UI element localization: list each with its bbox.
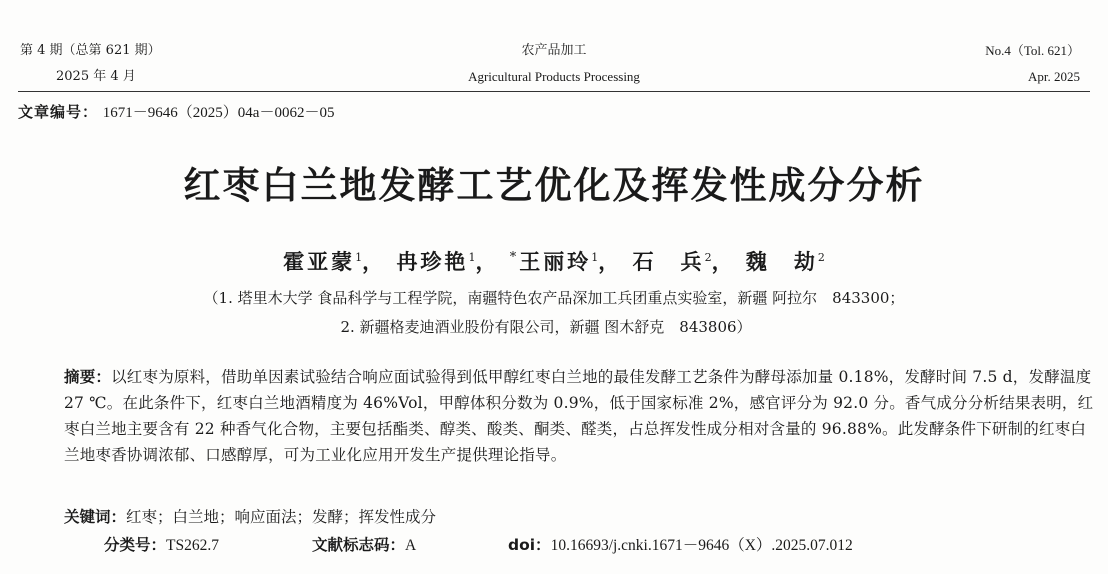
affiliation-line: 2. 新疆格麦迪酒业股份有限公司，新疆 图木舒克 843806） <box>340 318 752 336</box>
classification-value: TS262.7 <box>166 537 219 554</box>
author-name: 石 兵 <box>632 249 705 274</box>
journal-issue-info-en <box>985 38 1080 90</box>
author-name: 王丽玲 <box>519 249 592 274</box>
author-affil-mark: 2 <box>704 251 712 264</box>
author-separator: ， <box>475 249 500 274</box>
issue-date: 2025 年 4 月 <box>56 69 136 84</box>
issue-number: 第 4 期（总第 621 期） <box>20 43 161 58</box>
author-separator: ， <box>362 249 387 274</box>
document-code <box>312 532 416 559</box>
abstract <box>64 364 1094 468</box>
article-number-value: 1671－9646（2025）04a－0062－05 <box>102 105 335 121</box>
article-number <box>18 100 334 125</box>
keywords-label: 关键词： <box>64 508 127 526</box>
doi-value: 10.16693/j.cnki.1671－9646（X）.2025.07.012 <box>550 537 853 554</box>
document-code-value: A <box>405 537 417 554</box>
classification-number <box>104 532 219 559</box>
header-divider <box>18 91 1090 92</box>
doi <box>508 532 853 559</box>
author-affil-mark: 1 <box>468 251 476 264</box>
author-separator: ， <box>711 249 736 274</box>
corresponding-author-mark: * <box>509 250 520 265</box>
affiliation-line: （1. 塔里木大学 食品科学与工程学院，南疆特色农产品深加工兵团重点实验室，新疆 阿拉尔 843300； <box>203 289 905 307</box>
doi-label: doi： <box>508 536 551 554</box>
classification-label: 分类号： <box>104 536 167 554</box>
author-name: 霍亚蒙 <box>283 249 356 274</box>
article-number-label: 文章编号： <box>18 103 99 121</box>
journal-name <box>0 38 1108 90</box>
journal-name-en: Agricultural Products Processing <box>468 69 640 84</box>
author-separator: ， <box>598 249 623 274</box>
paper-title: 红枣白兰地发酵工艺优化及挥发性成分分析 <box>183 164 925 207</box>
document-code-label: 文献标志码： <box>312 536 406 554</box>
author-affil-mark: 1 <box>355 251 363 264</box>
keywords <box>64 504 436 530</box>
abstract-text: 以红枣为原料，借助单因素试验结合响应面试验得到低甲醇红枣白兰地的最佳发酵工艺条件为酵母添加量 0.18%，发酵时间 7.5 d，发酵温度 27 ℃。在此条件下，红枣白兰地酒精度为 46%Vol，甲醇体积分数为 0.9%，低于国家标准 2%，感官评分为 92.0 分。香气成分分析结果表明，红枣白兰地主要含有 22 种香气化合物，主要包括酯类、醇类、酸类、酮类、醛类，占总挥发性成分相对含量的 96.88%。此发酵条件下研制的红枣白兰地枣香协调浓郁、口感醇厚，可为工业化应用开发生产提供理论指导。 <box>64 368 1094 464</box>
author-name: 魏 劫 <box>745 249 818 274</box>
author-affil-mark: 2 <box>817 251 825 264</box>
keywords-text: 红枣；白兰地；响应面法；发酵；挥发性成分 <box>126 508 437 526</box>
author-affil-mark: 1 <box>591 251 599 264</box>
journal-name-cn: 农产品加工 <box>521 43 587 58</box>
author-name: 冉珍艳 <box>396 249 469 274</box>
issue-number-en: No.4（Tol. 621） <box>985 43 1080 58</box>
abstract-label: 摘要： <box>64 368 112 386</box>
author-list <box>0 240 1108 280</box>
issue-date-en: Apr. 2025 <box>1028 69 1080 84</box>
